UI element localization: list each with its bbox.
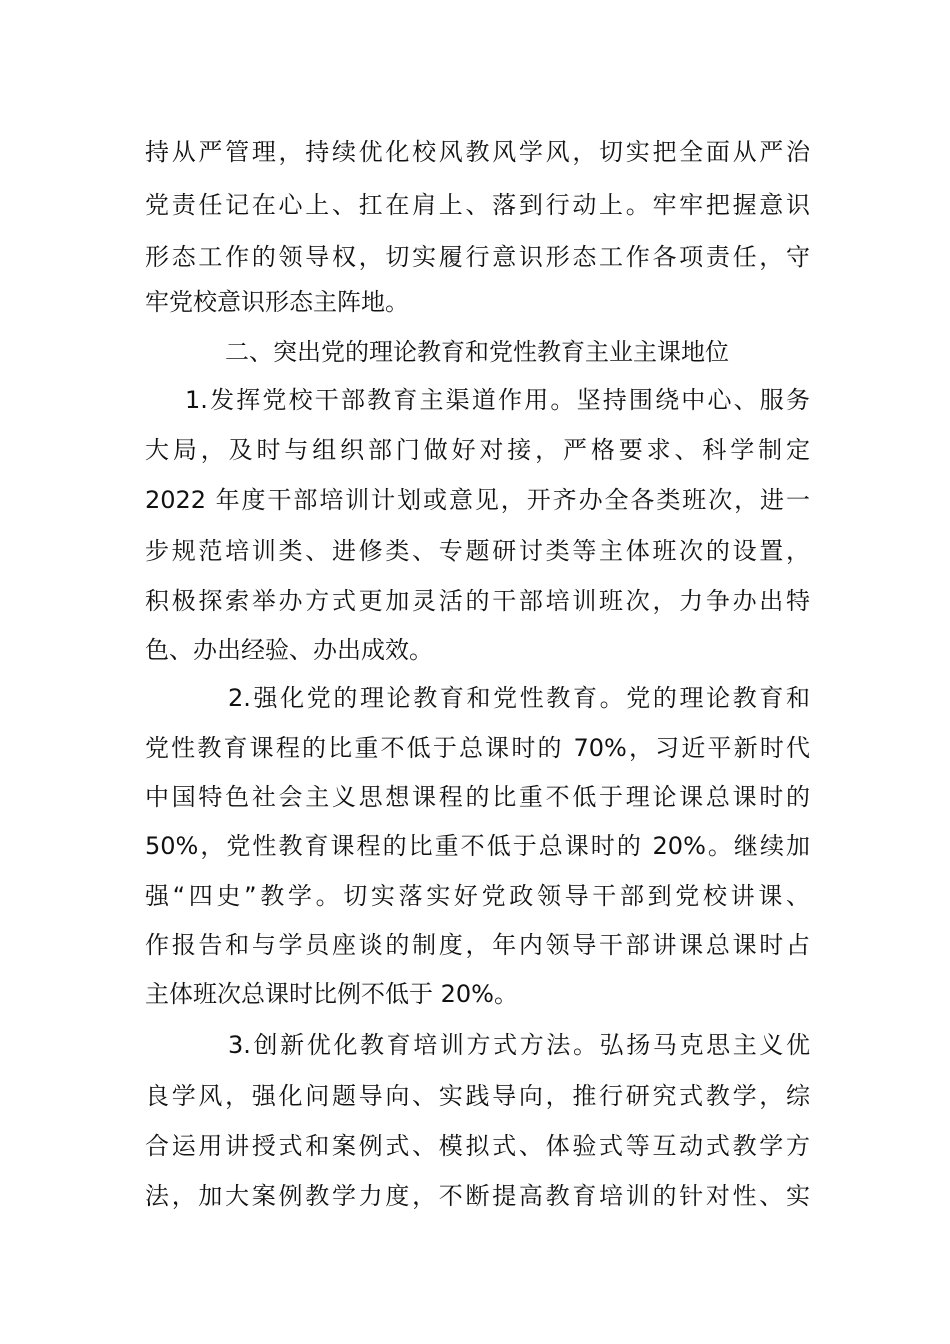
paragraph-line: 法，加大案例教学力度，不断提高教育培训的针对性、实 (145, 1182, 810, 1210)
paragraph-line: 1.发挥党校干部教育主渠道作用。坚持围绕中心、服务 (185, 386, 810, 414)
paragraph-line: 3.创新优化教育培训方式方法。弘扬马克思主义优 (228, 1031, 810, 1059)
section-heading: 二、突出党的理论教育和党性教育主业主课地位 (225, 338, 729, 366)
paragraph-line: 2022 年度干部培训计划或意见，开齐办全各类班次，进一 (145, 486, 810, 514)
paragraph-line: 2.强化党的理论教育和党性教育。党的理论教育和 (228, 684, 810, 712)
paragraph-line: 作报告和与学员座谈的制度，年内领导干部讲课总课时占 (145, 931, 810, 959)
paragraph-line: 良学风，强化问题导向、实践导向，推行研究式教学，综 (145, 1082, 810, 1110)
paragraph-line: 大局，及时与组织部门做好对接，严格要求、科学制定 (145, 436, 810, 464)
paragraph-line: 中国特色社会主义思想课程的比重不低于理论课总课时的 (145, 783, 810, 811)
paragraph-line: 积极探索举办方式更加灵活的干部培训班次，力争办出特 (145, 587, 810, 615)
paragraph-line: 合运用讲授式和案例式、模拟式、体验式等互动式教学方 (145, 1132, 810, 1160)
paragraph-line: 色、办出经验、办出成效。 (145, 636, 433, 664)
paragraph-line: 强“四史”教学。切实落实好党政领导干部到党校讲课、 (145, 882, 810, 910)
paragraph-line: 牢党校意识形态主阵地。 (145, 288, 409, 316)
paragraph-line: 主体班次总课时比例不低于 20%。 (145, 980, 518, 1008)
paragraph-line: 形态工作的领导权，切实履行意识形态工作各项责任，守 (145, 243, 810, 271)
paragraph-line: 持从严管理，持续优化校风教风学风，切实把全面从严治 (145, 138, 810, 166)
paragraph-line: 党责任记在心上、扛在肩上、落到行动上。牢牢把握意识 (145, 191, 810, 219)
paragraph-line: 50%，党性教育课程的比重不低于总课时的 20%。继续加 (145, 832, 810, 860)
paragraph-line: 党性教育课程的比重不低于总课时的 70%，习近平新时代 (145, 734, 810, 762)
paragraph-line: 步规范培训类、进修类、专题研讨类等主体班次的设置， (145, 537, 810, 565)
